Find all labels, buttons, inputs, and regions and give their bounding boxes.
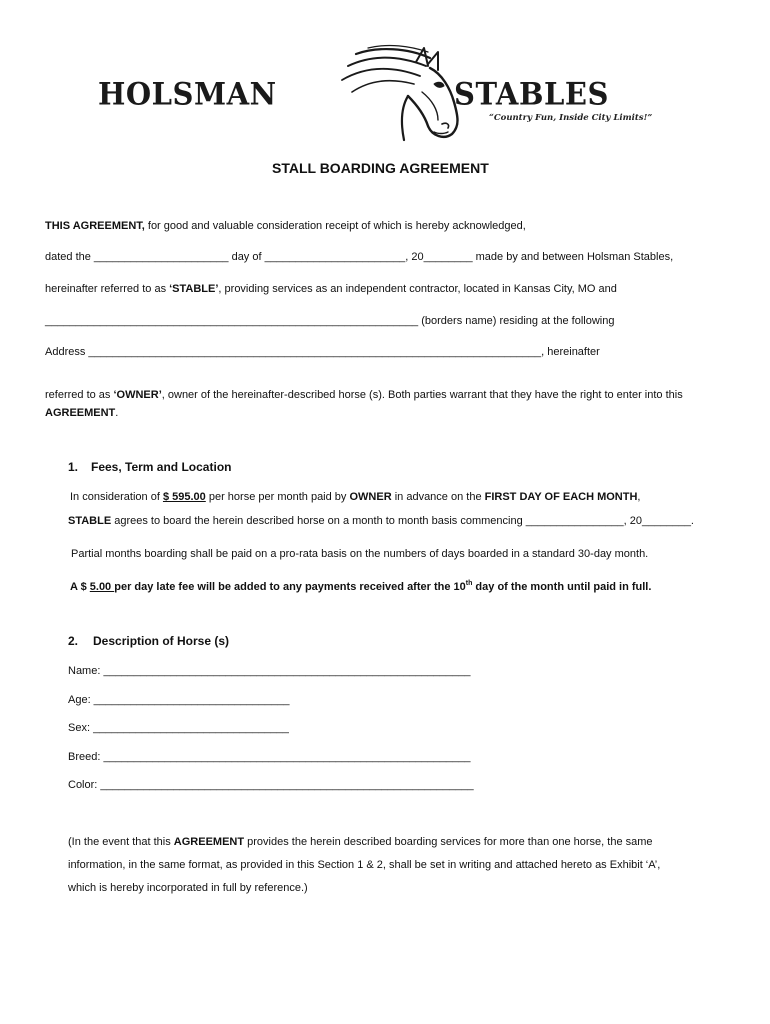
- stable-term: STABLE: [68, 515, 112, 527]
- superscript-th: th: [465, 580, 473, 587]
- intro-line-3-a: hereinafter referred to as: [45, 283, 170, 295]
- agreement-term: AGREEMENT: [45, 407, 116, 419]
- horse-head-icon: [338, 44, 468, 144]
- section-1-heading: Fees, Term and Location: [91, 460, 232, 474]
- section-1-p4-c: day of the month until paid in full.: [472, 581, 652, 593]
- section-1-p1-a: In consideration of: [70, 491, 163, 503]
- section-1-p1-d: ,: [637, 491, 641, 503]
- section-1-p4-a: A $: [70, 581, 90, 593]
- section-1-p1-b: per horse per month paid by: [205, 491, 350, 503]
- horse-color-field[interactable]: Color: _____________________________________________________________: [68, 779, 474, 791]
- monthly-fee-value: $ 595.00: [162, 491, 206, 503]
- logo-word-left: HOLSMAN: [98, 76, 277, 112]
- section-1-p2-rest: agrees to board the herein described horse on a month to month basis commencing ________________, 20________.: [111, 515, 694, 527]
- document-title: STALL BOARDING AGREEMENT: [272, 160, 489, 176]
- agreement-term: AGREEMENT: [173, 836, 245, 848]
- note-line-1-b: provides the herein described boarding services for more than one horse, the same: [244, 836, 653, 848]
- section-1-p4: [70, 577, 651, 594]
- late-fee-value: 5.00: [89, 581, 115, 593]
- section-1-p1-c: in advance on the: [391, 491, 485, 503]
- horse-breed-field[interactable]: Breed: ____________________________________________________________: [68, 751, 471, 763]
- horse-age-field[interactable]: Age: ________________________________: [68, 694, 290, 706]
- intro-line-6-a: referred to as: [45, 389, 114, 401]
- first-day-term: FIRST DAY OF EACH MONTH: [484, 491, 638, 503]
- intro-line-2: dated the ______________________ day of _______________________, 20________ made by and between Holsman Stables,: [45, 251, 674, 263]
- section-1-p1: [70, 490, 640, 504]
- section-2-number: 2.: [68, 634, 79, 648]
- intro-line-6: [45, 388, 683, 402]
- horse-name-field[interactable]: Name: ____________________________________________________________: [68, 665, 471, 677]
- intro-line-5: Address __________________________________________________________________________, hereinafter: [45, 346, 600, 358]
- section-1-p4-b: per day late fee will be added to any payments received after the 10: [114, 581, 466, 593]
- note-line-2: information, in the same format, as provided in this Section 1 & 2, shall be set in writing and attached hereto as Exhibit ‘A’,: [68, 859, 661, 871]
- note-line-3: which is hereby incorporated in full by reference.): [68, 882, 308, 894]
- logo-word-right: STABLES: [454, 76, 609, 112]
- owner-term: ‘OWNER’: [113, 389, 162, 401]
- note-line-1: [68, 835, 653, 849]
- section-1-p2: [68, 514, 694, 528]
- intro-line-7-rest: .: [115, 407, 119, 419]
- logo-tagline: “Country Fun, Inside City Limits!”: [489, 113, 653, 123]
- intro-line-6-b: , owner of the hereinafter-described horse (s). Both parties warrant that they have the right to enter into this: [161, 389, 683, 401]
- section-1-p3: Partial months boarding shall be paid on a pro-rata basis on the numbers of days boarded in a standard 30-day month.: [71, 548, 649, 560]
- intro-line-3: [45, 282, 617, 296]
- section-1-number: 1.: [68, 460, 79, 474]
- intro-line-3-b: , providing services as an independent contractor, located in Kansas City, MO and: [218, 283, 617, 295]
- intro-line-7: [45, 406, 118, 420]
- stable-term: ‘STABLE’: [169, 283, 219, 295]
- intro-line-1-text: for good and valuable consideration receipt of which is hereby acknowledged,: [144, 220, 526, 232]
- section-2-heading: Description of Horse (s): [93, 634, 230, 648]
- note-line-1-a: (In the event that this: [68, 836, 174, 848]
- intro-line-1: [45, 219, 526, 233]
- intro-line-4: _____________________________________________________________ (borders name) residing at the following: [45, 315, 615, 327]
- owner-term: OWNER: [349, 491, 392, 503]
- this-agreement-label: THIS AGREEMENT,: [45, 220, 145, 232]
- horse-sex-field[interactable]: Sex: ________________________________: [68, 722, 289, 734]
